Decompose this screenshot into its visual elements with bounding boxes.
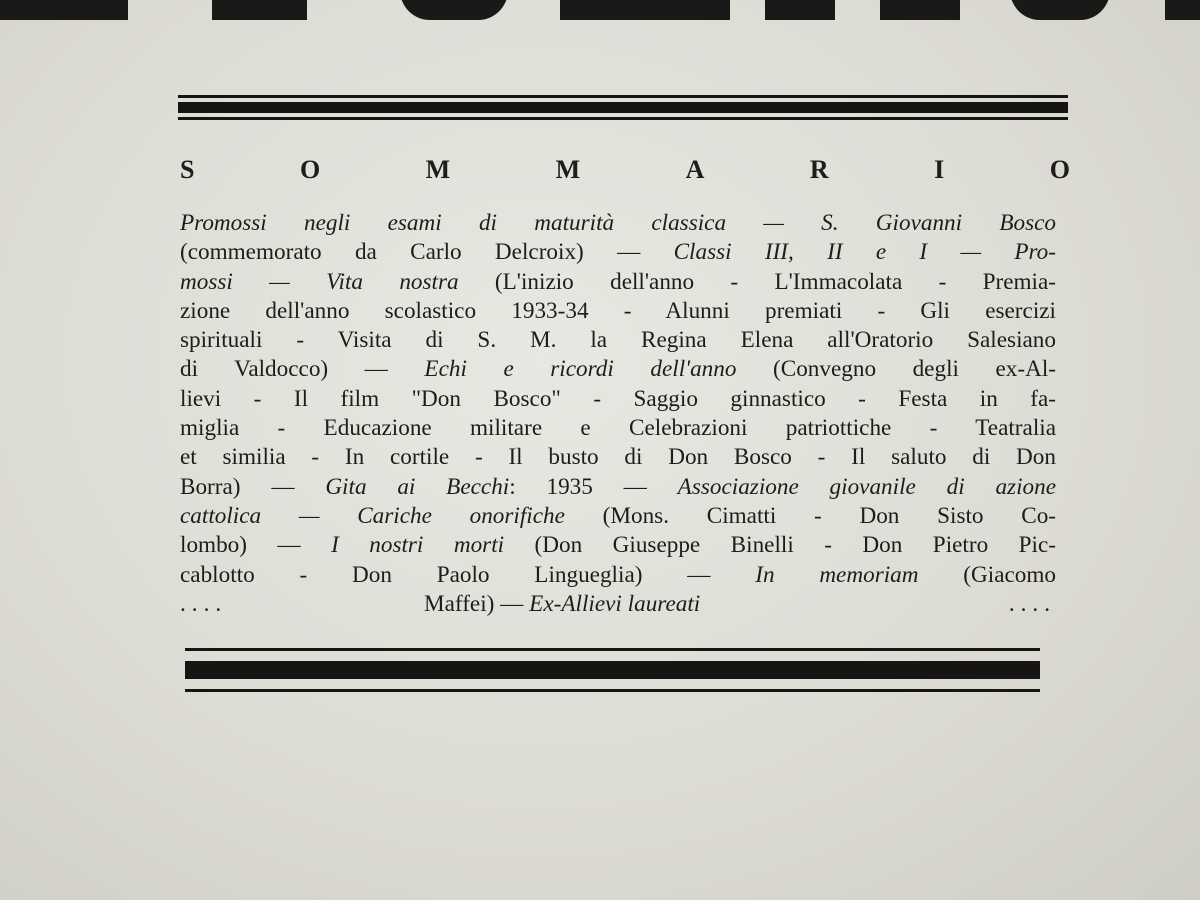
section-title: Classi III, II e I — Pro- [673, 239, 1056, 266]
section-title: Gita ai Becchi [325, 473, 510, 500]
section-detail: spirituali - Visita di S. M. la Regina Elena all'Oratorio Salesiano [180, 327, 1056, 354]
section-title: I nostri morti [331, 532, 505, 559]
section-title: Associazione giovanile di azione [677, 473, 1056, 500]
last-line-italic: Ex-Allievi laureati [529, 591, 701, 617]
section-detail: (Don Giuseppe Binelli - Don Pietro Pic- [504, 532, 1056, 559]
section-title: mossi — Vita nostra [180, 268, 459, 295]
section-detail: (commemorato da Carlo Delcroix) — [180, 239, 674, 266]
section-detail: lievi - Il film "Don Bosco" - Saggio ginnastico - Festa in fa- [180, 385, 1056, 412]
contents-line [180, 531, 1056, 560]
section-title: In memoriam [755, 561, 919, 588]
section-detail: (Mons. Cimatti - Don Sisto Co- [564, 502, 1056, 529]
heading-letter: O [299, 155, 321, 184]
heading-letter: M [555, 155, 581, 184]
heading-letter: R [809, 155, 829, 184]
section-detail: Borra) — [180, 473, 326, 500]
contents-line [180, 355, 1056, 384]
section-detail: di Valdocco) — [180, 356, 425, 383]
section-detail: (Convegno degli ex-Al- [736, 356, 1056, 383]
contents-line [180, 561, 1056, 590]
last-line-plain: Maffei) — [424, 591, 530, 617]
section-title: Promossi negli esami di maturità classica — S. Giovanni Bosco [180, 210, 1056, 236]
heading-letter: A [685, 155, 705, 184]
contents-line [180, 238, 1056, 267]
top-triple-rule [178, 93, 1068, 127]
leader-dots-right: .... [1008, 591, 1056, 617]
section-detail: (Giacomo [918, 561, 1056, 588]
heading-letter: S [180, 155, 195, 184]
section-detail: : 1935 — [509, 473, 678, 500]
contents-line [180, 326, 1056, 355]
section-detail: cablotto - Don Paolo Lingueglia) — [180, 561, 756, 588]
section-title: cattolica — Cariche onorifiche [180, 502, 565, 529]
table-of-contents-text [180, 209, 1056, 590]
contents-line [180, 385, 1056, 414]
contents-line [180, 473, 1056, 502]
sommario-heading [180, 155, 1070, 185]
section-title: Echi e ricordi dell'anno [424, 356, 737, 383]
heading-letter: I [934, 155, 945, 184]
section-detail: (L'inizio dell'anno - L'Immacolata - Premia- [458, 268, 1056, 295]
heading-letter: O [1049, 155, 1070, 184]
bottom-triple-rule [185, 645, 1040, 697]
leader-dots-left: .... [180, 591, 228, 617]
section-detail: et similia - In cortile - Il busto di Don Bosco - Il saluto di Don [180, 444, 1056, 471]
contents-line [180, 414, 1056, 443]
section-detail: lombo) — [180, 532, 332, 559]
section-detail: zione dell'anno scolastico 1933-34 - Alunni premiati - Gli esercizi [180, 297, 1056, 324]
masthead-fragment [0, 0, 1200, 24]
last-line-text [424, 590, 700, 619]
section-detail: miglia - Educazione militare e Celebrazioni patriottiche - Teatralia [180, 415, 1056, 442]
contents-line [180, 443, 1056, 472]
contents-line [180, 502, 1056, 531]
contents-line [180, 209, 1056, 238]
heading-letter: M [425, 155, 451, 184]
contents-line [180, 268, 1056, 297]
contents-line [180, 297, 1056, 326]
